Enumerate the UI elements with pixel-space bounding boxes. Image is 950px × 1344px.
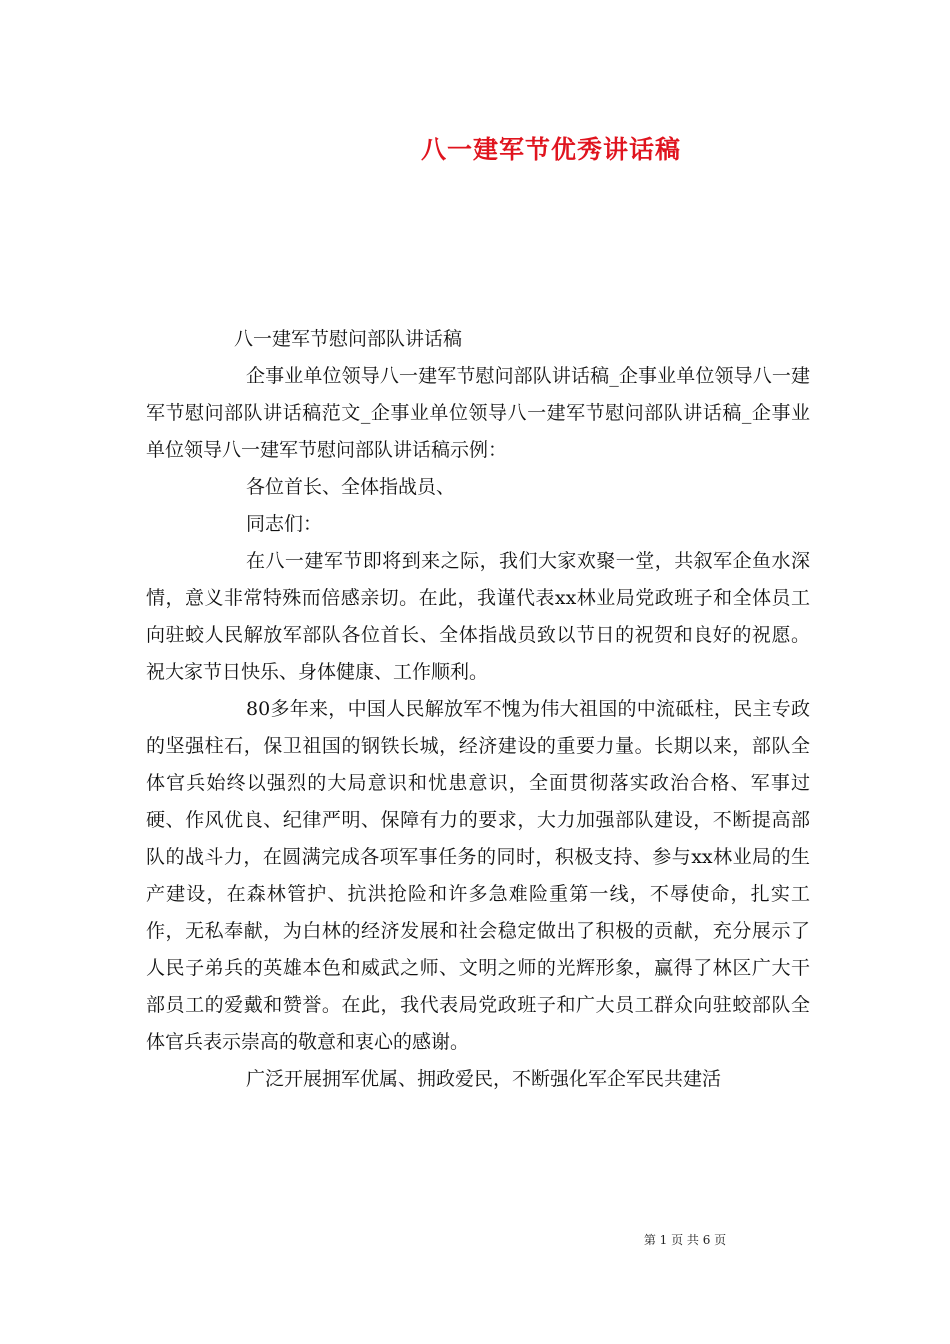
paragraph-history: 80多年来，中国人民解放军不愧为伟大祖国的中流砥柱，民主专政的坚强柱石，保卫祖国的钢铁长城，经济建设的重要力量。长期以来，部队全体官兵始终以强烈的大局意识和忧患意识，全面贯彻落实政治合格、军事过硬、作风优良、纪律严明、保障有力的要求，大力加强部队建设，不断提高部队的战斗力，在圆满完成各项军事任务的同时，积极支持、参与xx林业局的生产建设，在森林管护、抗洪抢险和许多急难险重第一线，不辱使命，扎实工作，无私奉献，为白林的经济发展和社会稳定做出了积极的贡献，充分展示了人民子弟兵的英雄本色和威武之师、文明之师的光辉形象，赢得了林区广大干部员工的爱戴和赞誉。在此，我代表局党政班子和广大员工群众向驻蛟部队全体官兵表示崇高的敬意和衷心的感谢。 [146,698,810,1053]
salutation-line-1: 各位首长、全体指战员、 [246,476,456,498]
page-title: 八一建军节优秀讲话稿 [420,135,681,164]
document-subtitle: 八一建军节慰问部队讲话稿 [234,328,463,350]
paragraph-greeting: 在八一建军节即将到来之际，我们大家欢聚一堂，共叙军企鱼水深情，意义非常特殊而倍感亲切。在此，我谨代表xx林业局党政班子和全体员工向驻蛟人民解放军部队各位首长、全体指战员致以节日的祝贺和良好的祝愿。祝大家节日快乐、身体健康、工作顺利。 [146,550,810,683]
document-body [146,321,810,1098]
paragraph-continued: 广泛开展拥军优属、拥政爱民，不断强化军企军民共建活 [246,1068,722,1090]
salutation-line-2: 同志们： [246,513,323,535]
paragraph-intro: 企事业单位领导八一建军节慰问部队讲话稿_企事业单位领导八一建军节慰问部队讲话稿范文_企事业单位领导八一建军节慰问部队讲话稿_企事业单位领导八一建军节慰问部队讲话稿示例： [146,365,810,461]
page-footer: 第 1 页 共 6 页 [643,1233,727,1247]
